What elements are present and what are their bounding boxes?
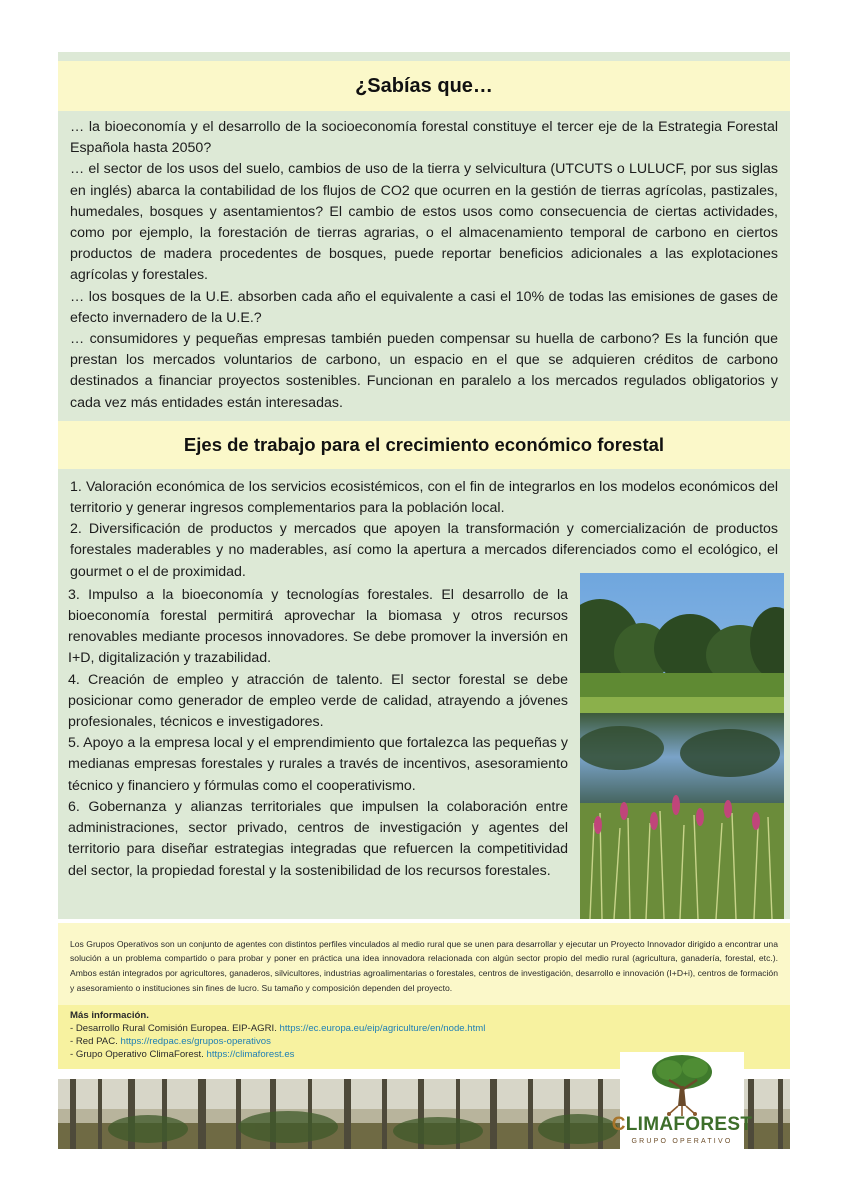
redpac-link[interactable]: https://redpac.es/grupos-operativos <box>120 1035 271 1047</box>
tree-icon <box>647 1052 717 1118</box>
ejes-section <box>58 469 790 919</box>
grupos-operativos-text: Los Grupos Operativos son un conjunto de agentes con distintos perfiles vinculados al medio rural que se unen para desarrollar y ejecutar un Proyecto Innovador dirigido a encontrar una solución a un problema compartido o para probar y poner en práctica una idea innovadora relacionada con algún sector propio del medio rural (agricultura, ganadería, forestal, etc.). Ambos están integrados por agricultores, ganaderos, silvicultores, industrias agroalimentarias o forestales, centros de investigación, desarrollo e innovación (I+D+i), centros de formación y asesoramiento o instituciones sin fines de lucro. Su tamaño y composición dependen del proyecto. <box>58 923 790 1005</box>
more-info-title: Más información. <box>70 1010 149 1022</box>
ejes-item: 5. Apoyo a la empresa local y el emprendimiento que fortalezca las pequeñas y medianas empresas forestales y rurales a través de incentivos, asesoramiento técnico y financiero y fórmulas como el cooperativismo. <box>68 735 568 794</box>
top-strip <box>58 52 790 61</box>
ejes-item: 6. Gobernanza y alianzas territoriales que impulsen la colaboración entre administraciones, sector privado, centros de investigación y agentes del territorio para diseñar estrategias integradas que refuercen la competitividad del sector, la propiedad forestal y la sostenibilidad de los recursos forestales. <box>68 798 568 879</box>
lake-photo <box>580 573 784 919</box>
ejes-title: Ejes de trabajo para el crecimiento económico forestal <box>58 421 790 469</box>
sabias-title: ¿Sabías que… <box>58 61 790 111</box>
ejes-item: 3. Impulso a la bioeconomía y tecnologías forestales. El desarrollo de la bioeconomía forestal permitirá aprovechar la biomasa y otros recursos renovables mediante procesos innovadores. Se debe promover la inversión en I+D, digitalización y trazabilidad. <box>68 586 568 667</box>
more-info-link-row <box>70 1036 778 1049</box>
logo-name-rest: LIMAFOREST <box>625 1114 753 1135</box>
logo-name-initial: C <box>611 1114 626 1135</box>
more-info-link-label: - Grupo Operativo ClimaForest. <box>70 1048 204 1060</box>
sabias-paragraph: … consumidores y pequeñas empresas también pueden compensar su huella de carbono? Es la función que prestan los mercados voluntarios de carbono, un espacio en el que se adquieren créditos de carbono destinados a financiar proyectos sostenibles. Funcionan en paralelo a los mercados regulados obligatorios y cada vez más entidades están interesadas. <box>70 331 778 411</box>
logo-name <box>612 1114 753 1136</box>
sabias-paragraph: … el sector de los usos del suelo, cambios de uso de la tierra y selvicultura (UTCUTS o LULUCF, por sus siglas en inglés) abarca la contabilidad de los flujos de CO2 que ocurren en la gestión de tierras agrícolas, pastizales, humedales, bosques y asentamientos? El cambio de estos usos como consecuencia de ciertas actividades, como por ejemplo, la forestación de tierras agrarias, o el almacenamiento temporal de carbono en ciertos productos de madera procedentes de bosques, puede reportar beneficios adicionales a las explotaciones agrícolas y forestales. <box>70 161 778 284</box>
sabias-section <box>58 111 790 421</box>
logo-subtitle: GRUPO OPERATIVO <box>631 1138 733 1145</box>
more-info-link-label: - Desarrollo Rural Comisión Europea. EIP-AGRI. <box>70 1023 277 1035</box>
more-info-link-row <box>70 1023 778 1036</box>
ejes-item: 4. Creación de empleo y atracción de talento. El sector forestal se debe posicionar como generador de empleo verde de calidad, atrayendo a jóvenes profesionales, técnicos e investigadores. <box>68 671 568 731</box>
sabias-paragraph: … la bioeconomía y el desarrollo de la socioeconomía forestal constituye el tercer eje de la Estrategia Forestal Española hasta 2050? <box>70 119 778 157</box>
eip-agri-link[interactable]: https://ec.europa.eu/eip/agriculture/en/node.html <box>279 1023 486 1035</box>
document-page <box>58 52 790 1149</box>
more-info-link-label: - Red PAC. <box>70 1035 118 1047</box>
climaforest-logo <box>611 1052 753 1162</box>
climaforest-link[interactable]: https://climaforest.es <box>206 1048 295 1060</box>
sabias-paragraph: … los bosques de la U.E. absorben cada año el equivalente a casi el 10% de todas las emisiones de gases de efecto invernadero de la U.E.? <box>70 288 778 326</box>
ejes-item: 2. Diversificación de productos y mercados que apoyen la transformación y comercialización de productos forestales maderables y no maderables, así como la apertura a mercados diferenciados como el ecológico, el gourmet o el de proximidad. <box>70 521 778 580</box>
ejes-item: 1. Valoración económica de los servicios ecosistémicos, con el fin de integrarlos en los modelos económicos del territorio y generar ingresos complementarios para la población local. <box>70 478 778 517</box>
lake-photo-image <box>580 573 784 919</box>
